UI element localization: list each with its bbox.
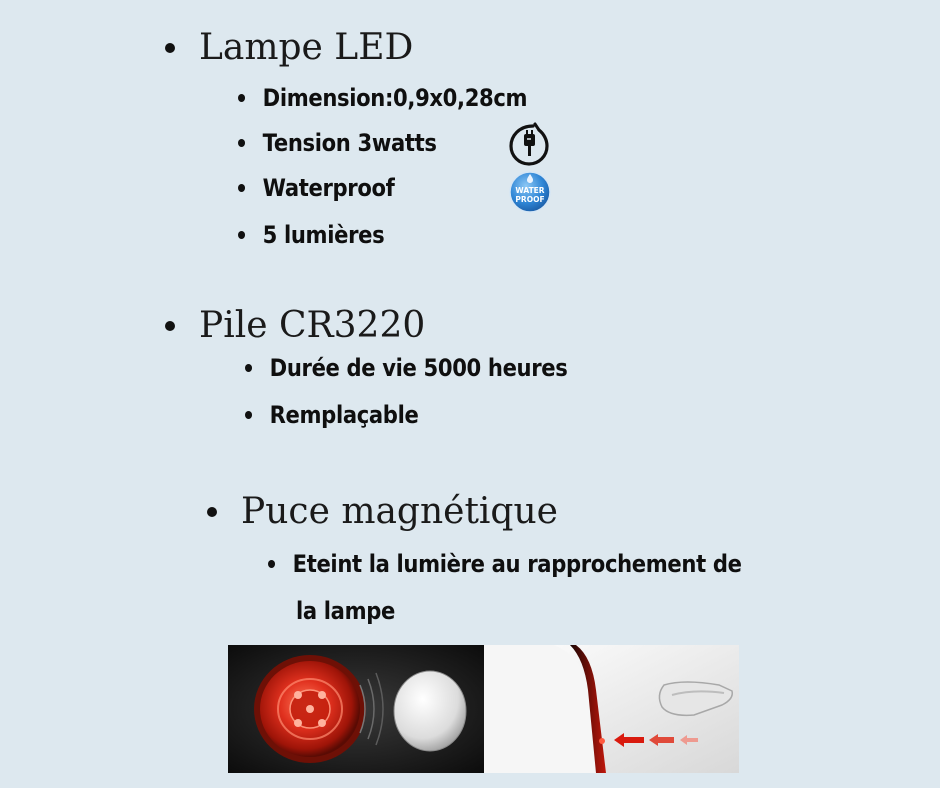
section-title-text: Puce magnétique xyxy=(241,491,558,532)
bullet xyxy=(245,411,252,419)
list-item-text: Remplaçable xyxy=(269,401,419,429)
list-item-remplacable xyxy=(245,403,418,427)
bullet xyxy=(245,364,252,372)
section-title-text: Lampe LED xyxy=(199,27,414,68)
list-item-text: Tension 3watts xyxy=(262,129,437,157)
section-title-text: Pile CR3220 xyxy=(199,305,426,346)
list-item-duree xyxy=(245,356,568,380)
list-item-eteint xyxy=(268,552,742,576)
bullet xyxy=(165,321,175,331)
bullet xyxy=(238,231,245,239)
bullet xyxy=(165,43,175,53)
power-plug-icon xyxy=(505,122,555,173)
list-item-text: 5 lumières xyxy=(262,221,385,249)
section-title-lampe-led xyxy=(165,27,414,68)
waterproof-badge-text-2: PROOF xyxy=(515,195,545,204)
bullet xyxy=(238,184,245,192)
section-title-puce xyxy=(207,491,558,532)
section-title-pile xyxy=(165,305,426,346)
bullet xyxy=(238,139,245,147)
list-item-text: Dimension:0,9x0,28cm xyxy=(262,84,528,112)
bullet xyxy=(238,94,245,102)
list-item-text: Durée de vie 5000 heures xyxy=(269,354,568,382)
list-item-text: Eteint la lumière au rapprochement de xyxy=(292,550,742,578)
list-item-dimension xyxy=(238,86,527,110)
bullet xyxy=(207,507,217,517)
list-item-tension xyxy=(238,131,437,155)
list-item-continuation: la lampe xyxy=(296,597,395,625)
car-door-photo xyxy=(484,645,739,773)
list-item-waterproof xyxy=(238,176,395,200)
waterproof-badge-text-1: WATER xyxy=(515,186,545,195)
list-item-lumieres xyxy=(238,223,384,247)
waterproof-badge-icon xyxy=(508,170,552,219)
led-lamp-photo xyxy=(228,645,484,773)
bullet xyxy=(268,560,275,568)
list-item-text: Waterproof xyxy=(262,174,395,202)
